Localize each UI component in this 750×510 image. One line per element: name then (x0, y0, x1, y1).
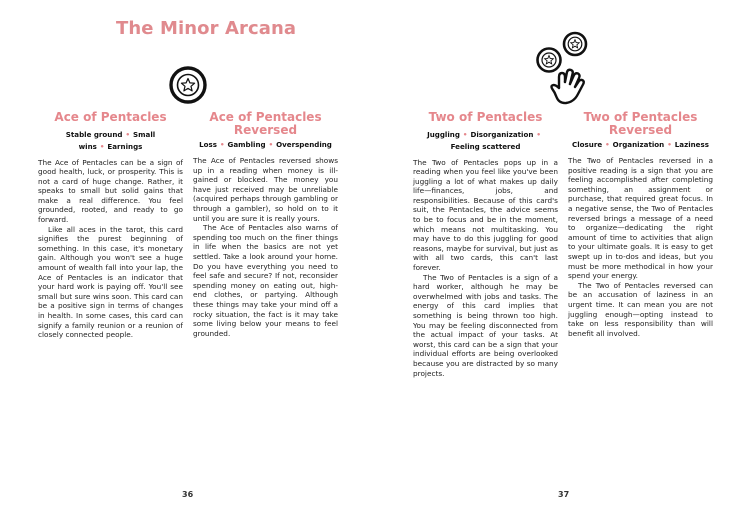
card-heading (568, 111, 713, 136)
card-description (568, 156, 713, 338)
keyword: Feeling scattered (450, 141, 521, 151)
keyword: Small wins (78, 129, 156, 151)
page-number: 37 (558, 490, 570, 499)
two-of-pentacles-reversed-column (568, 111, 713, 338)
ace-of-pentacles-column (38, 111, 183, 340)
card-description (193, 156, 338, 338)
section-title: The Minor Arcana (116, 18, 297, 39)
keyword-line: Loss • Gambling • Overspending (199, 140, 332, 149)
ace-of-pentacles-reversed-column (193, 111, 338, 338)
paragraph: The Two of Pentacles pops up in a reading when you feel like you've been juggling a lot of what makes up daily life—finances, jobs, and responsibilities. Because of this card's suit, the Pentacles, the advice seems to be to focus and be in the moment, which means not multitasking. You may have to do this juggling for good reasons, maybe for survival, but just as with all two cards, this can't last forever. (413, 157, 558, 273)
juggling-coins-icon (535, 30, 595, 108)
two-of-pentacles-column (413, 111, 558, 378)
keyword-line: Stable ground • Small wins • Earnings (65, 129, 156, 151)
keyword: Disorganization (470, 129, 534, 139)
card-description (413, 158, 558, 379)
card-description (38, 158, 183, 340)
card-heading (193, 111, 338, 136)
keyword-line: Juggling • Disorganization • Feeling scattered (427, 129, 541, 151)
card-heading-line: Ace of Pentacles (209, 110, 322, 124)
keyword: Organization (612, 140, 665, 149)
page-number: 36 (182, 490, 194, 499)
paragraph: The Ace of Pentacles reversed shows up in a reading when money is ill-gained or blocked. The money you have just received may be unreliable (acquired perhaps through gambling or through a gambler), so hold on to it until you are sure it is really yours. (193, 156, 338, 223)
keyword: Laziness (674, 140, 709, 149)
paragraph: The Ace of Pentacles also warns of spending too much on the finer things in life when the basics are not yet settled. Take a look around your home. Do you have everything you need to feel safe and secure? If not, reconsider spending money on eating out, high-end clothes, or partying. Although these things may take your mind off a rocky situation, the fact is it may take some living below your means to feel grounded. (193, 223, 338, 338)
keyword: Stable ground (65, 129, 123, 139)
card-heading: Ace of Pentacles (54, 110, 167, 124)
paragraph: The Two of Pentacles reversed in a positive reading is a sign that you are feeling accomplished after completing something, an assignment or purchase, that required great focus. In a negative sense, the Two of Pentacles reversed brings a message of a need to organize—dedicating the right amount of time to activities that align to your ultimate goals. It is easy to get swept up in to-dos and ideas, but you must be more methodical in how your spend your energy. (568, 156, 713, 281)
keyword: Gambling (227, 140, 266, 149)
card-heading-line: Reversed (233, 122, 298, 137)
paragraph: The Two of Pentacles reversed can be an accusation of laziness in an urgent time. It can mean you are not juggling enough—opting instead to take on less responsibility than will benefit all involved. (568, 280, 713, 338)
keyword: Closure (572, 140, 603, 149)
card-heading: Two of Pentacles (428, 110, 543, 124)
right-page (375, 0, 750, 510)
keyword: Overspending (276, 140, 332, 149)
keyword: Juggling (427, 129, 460, 139)
paragraph: The Two of Pentacles is a sign of a hard worker, although he may be overwhelmed with jobs and tasks. The energy of this card implies that something is being thrown too high. You may be feeling disconnected from the actual impact of your tasks. At worst, this card can be a sign that your individual efforts are being overlooked because you are distracted by so many projects. (413, 272, 558, 378)
card-heading-line: Reversed (608, 122, 673, 137)
paragraph: Like all aces in the tarot, this card signifies the purest beginning of something. In this case, it's monetary gain. Although you won't see a huge amount of wealth fall into your lap, the Ace of Pentacles is an indicator that your hard work is paying off. You'll see small but sure wins soon. This card can be a positive sign in terms of changes in health. In some cases, this card can signify a family reunion or a reunion of closely connected people. (38, 224, 183, 340)
pentacle-coin-icon (169, 66, 207, 104)
paragraph: The Ace of Pentacles can be a sign of good health, luck, or prosperity. This is not a card of huge change. Rather, it speaks to small but solid gains that make a real difference. You feel grounded, rooted, and ready to go forward. (38, 157, 183, 225)
keyword-line: Closure • Organization • Laziness (572, 140, 709, 149)
keyword: Loss (199, 140, 217, 149)
card-heading-line: Two of Pentacles (583, 110, 698, 124)
keyword: Earnings (107, 141, 143, 151)
